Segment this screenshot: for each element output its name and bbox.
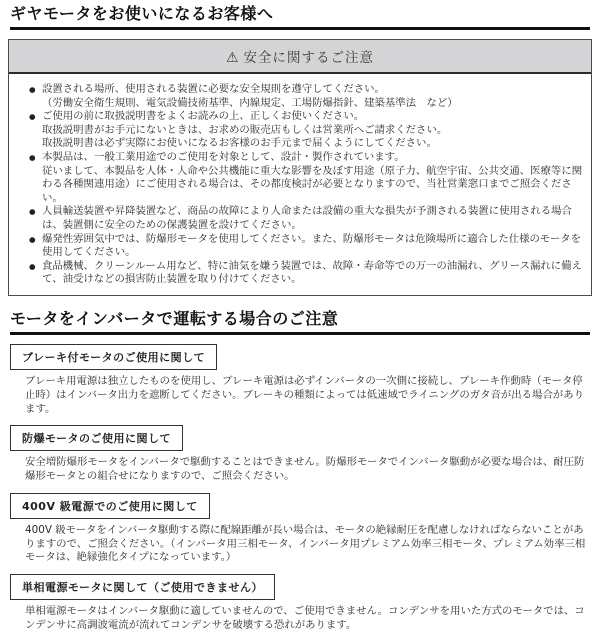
safety-bullet-protection-device <box>29 205 583 232</box>
safety-bullet-industrial-use <box>29 151 583 205</box>
subsection-body: 安全増防爆形モータをインバータで駆動することはできません。防爆形モータでインバータ駆動が必要な場合は、耐圧防爆形モータとの組合せになりますので、ご照会ください。 <box>25 456 585 483</box>
bullet-text: （労働安全衛生規則、電気設備技術基準、内線規定、工場防爆指針、建築基準法 など） <box>42 96 458 109</box>
bullet-icon: ● <box>29 207 36 217</box>
bullet-text: 本製品は、一般工業用途でのご使用を対象として、設計・製作されています。 <box>42 150 405 163</box>
subsection-body: 単相電源モータはインバータ駆動に適していませんので、ご使用できません。コンデンサを用いた方式のモータでは、コンデンサに高調波電流が流れてコンデンサを破壊する恐れがあります。 <box>25 605 585 632</box>
bullet-text: 食品機械、クリーンルーム用など、特に油気を嫌う装置では、故障・寿命等での万一の油漏れ、グリース漏れに備えて、油受けなどの損害防止装置を取り付けてください。 <box>42 259 582 286</box>
title-underline <box>10 27 590 30</box>
safety-bullet-explosive-atmosphere <box>29 233 583 260</box>
bullet-text: ご使用の前に取扱説明書をよくお読みの上、正しくお使いください。 <box>42 110 365 123</box>
bullet-text: 設置される場所、使用される装置に必要な安全規則を遵守してください。 <box>42 83 385 95</box>
subsection-body: 400V 級モータをインバータ駆動する際に配線距離が長い場合は、モータの絶縁耐圧を配慮しなければならないことがありますので、ご照会ください。（インバータ用三相モータ、インバータ用プレミアム効率三相モータ、プレミアム効率三相モータは、絶縁強化タイプになっています。） <box>25 523 586 564</box>
subsection-heading-box: 400V 級電源でのご使用に関して <box>10 493 210 519</box>
subsection-explosion-proof-motor <box>8 425 592 484</box>
safety-bullet-manual <box>29 110 583 151</box>
subsection-body: ブレーキ用電源は独立したものを使用し、ブレーキ電源は必ずインバータの一次側に接続し、ブレーキ作動時（モータ停止時）はインバータ出力を遮断してください。ブレーキの種類によっては低速域でライニングのガタ音が出る場合があります。 <box>25 374 585 415</box>
bullet-icon: ● <box>29 234 36 244</box>
bullet-text: 人員輸送装置や昇降装置など、商品の故障により人命または設備の重大な損失が予測される装置に使用される場合は、装置側に安全のための保護装置を設けてください。 <box>42 205 572 231</box>
inverter-title-underline <box>10 332 590 335</box>
bullet-text: 爆発性雰囲気中では、防爆形モータを使用してください。また、防爆形モータは危険場所に適合した仕様のモータを使用してください。 <box>42 232 582 259</box>
bullet-icon: ● <box>29 152 36 162</box>
subsection-400v-power <box>8 493 592 565</box>
inverter-section-title: モータをインバータで運転する場合のご注意 <box>10 308 339 328</box>
safety-bullet-oil-leak <box>29 260 583 287</box>
subsection-heading-box: 防爆モータのご使用に関して <box>10 425 183 451</box>
bullet-icon: ● <box>29 261 36 271</box>
bullet-text: 取扱説明書がお手元にないときは、お求めの販売店もしくは営業所へご請求ください。 <box>42 123 448 136</box>
bullet-text: 取扱説明書は必ず実際にお使いになるお客様のお手元まで届くようにしてください。 <box>42 137 437 150</box>
subsection-heading-box: 単相電源モータに関して（ご使用できません） <box>10 574 275 600</box>
safety-notice-header <box>9 40 591 74</box>
subsection-single-phase-motor <box>8 574 592 633</box>
bullet-text: 従いまして、本製品を人体・人命や公共機能に重大な影響を及ぼす用途（原子力、航空宇宙、公共交通、医療等に関わる各種関連用途）にご使用される場合は、その都度検討が必要となりますので、当社営業窓口までご照会ください。 <box>42 164 583 204</box>
safety-bullet-regulations <box>29 83 583 110</box>
subsection-heading-box: ブレーキ付モータのご使用に関して <box>10 344 217 370</box>
bullet-icon: ● <box>29 112 36 122</box>
safety-bullet-list <box>9 74 591 295</box>
subsection-brake-motor <box>8 344 592 416</box>
safety-notice-box <box>8 39 592 296</box>
page-title: ギヤモータをお使いになるお客様へ <box>10 4 274 23</box>
warning-triangle-icon: ⚠ <box>225 50 240 66</box>
safety-notice-title: 安全に関するご注意 <box>243 50 375 66</box>
bullet-icon: ● <box>29 85 36 94</box>
